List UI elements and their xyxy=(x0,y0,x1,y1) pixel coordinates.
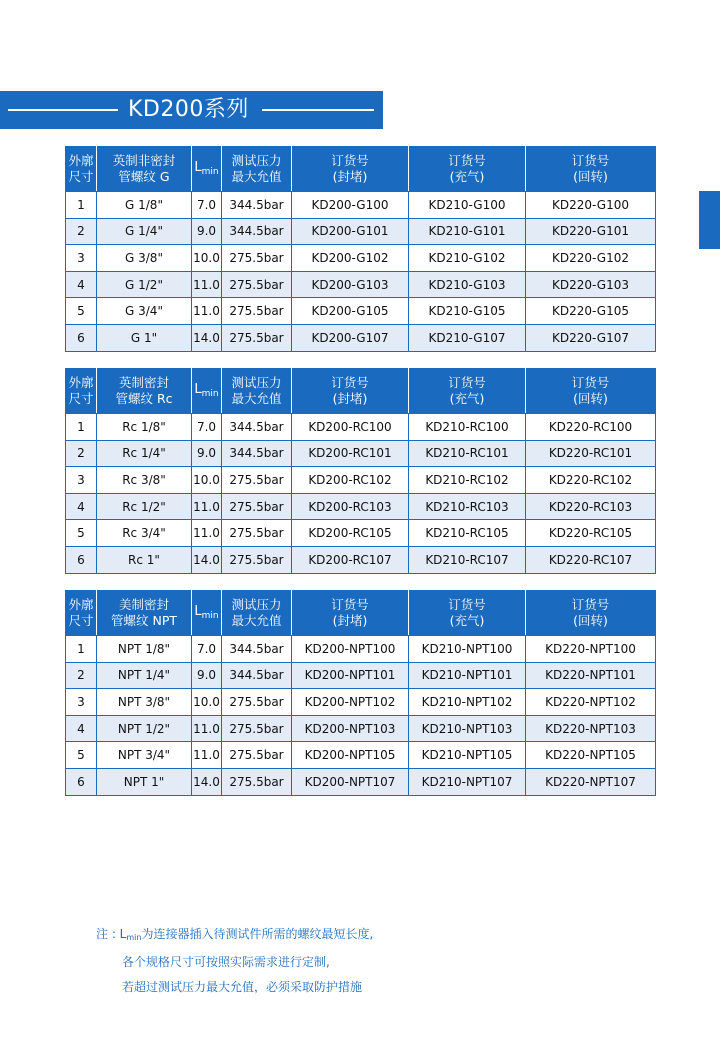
order-charge-cell: KD210-G101 xyxy=(409,218,526,245)
header-order-charge-line: 订货号 xyxy=(448,375,486,390)
thread-spec-cell: G 1" xyxy=(97,324,192,351)
header-thread xyxy=(97,591,192,636)
order-return-cell: KD220-NPT107 xyxy=(526,768,656,795)
lmin-value-cell: 7.0 xyxy=(192,192,222,219)
header-thread-line: 美制密封 xyxy=(118,597,169,612)
table-row xyxy=(66,662,656,689)
order-seal-cell: KD200-RC103 xyxy=(292,493,409,520)
row-size-cell: 4 xyxy=(66,715,97,742)
row-size-cell: 5 xyxy=(66,298,97,325)
header-pressure-line: 测试压力 xyxy=(231,153,282,168)
order-charge-cell: KD210-RC102 xyxy=(409,467,526,494)
order-seal-cell: KD200-NPT107 xyxy=(292,768,409,795)
max-pressure-cell: 275.5bar xyxy=(222,493,292,520)
row-size-cell: 4 xyxy=(66,271,97,298)
footnote-line-2: 各个规格尺寸可按照实际需求进行定制, xyxy=(122,955,330,969)
header-pressure-line: 最大允值 xyxy=(231,169,282,184)
header-size xyxy=(66,369,97,414)
lmin-value-cell: 9.0 xyxy=(192,440,222,467)
order-seal-cell: KD200-RC101 xyxy=(292,440,409,467)
header-order-charge-line: 订货号 xyxy=(448,153,486,168)
max-pressure-cell: 344.5bar xyxy=(222,662,292,689)
header-lmin-symbol: $L_{min}$ xyxy=(194,603,219,621)
order-charge-cell: KD210-NPT103 xyxy=(409,715,526,742)
order-charge-cell: KD210-NPT100 xyxy=(409,636,526,663)
table-row xyxy=(66,467,656,494)
header-row xyxy=(66,369,656,414)
row-size-cell: 2 xyxy=(66,662,97,689)
max-pressure-cell: 344.5bar xyxy=(222,440,292,467)
row-size-cell: 3 xyxy=(66,245,97,272)
order-seal-cell: KD200-G107 xyxy=(292,324,409,351)
header-order-return-line: 订货号 xyxy=(571,597,610,612)
order-seal-cell: KD200-NPT102 xyxy=(292,689,409,716)
header-pressure xyxy=(222,147,292,192)
lmin-value-cell: 10.0 xyxy=(192,245,222,272)
max-pressure-cell: 275.5bar xyxy=(222,546,292,573)
table-row xyxy=(66,768,656,795)
table-row xyxy=(66,245,656,272)
header-order-seal-line: 订货号 xyxy=(331,153,369,168)
max-pressure-cell: 344.5bar xyxy=(222,414,292,441)
order-seal-cell: KD200-G105 xyxy=(292,298,409,325)
lmin-value-cell: 10.0 xyxy=(192,467,222,494)
order-charge-cell: KD210-NPT101 xyxy=(409,662,526,689)
header-order-return xyxy=(526,369,656,414)
lmin-value-cell: 11.0 xyxy=(192,742,222,769)
thread-spec-cell: G 3/8" xyxy=(97,245,192,272)
order-return-cell: KD220-RC107 xyxy=(526,546,656,573)
header-lmin-subscript: min xyxy=(201,388,219,399)
footnote xyxy=(96,922,373,1000)
lmin-value-cell: 14.0 xyxy=(192,768,222,795)
order-return-cell: KD220-G105 xyxy=(526,298,656,325)
header-order-return xyxy=(526,147,656,192)
thread-spec-cell: NPT 1/4" xyxy=(97,662,192,689)
lmin-value-cell: 9.0 xyxy=(192,662,222,689)
max-pressure-cell: 275.5bar xyxy=(222,467,292,494)
order-seal-cell: KD200-NPT101 xyxy=(292,662,409,689)
thread-spec-cell: NPT 1/8" xyxy=(97,636,192,663)
row-size-cell: 5 xyxy=(66,520,97,547)
thread-spec-cell: Rc 1/4" xyxy=(97,440,192,467)
header-lmin-symbol: $L_{min}$ xyxy=(194,159,219,177)
header-order-charge xyxy=(409,591,526,636)
order-seal-cell: KD200-G100 xyxy=(292,192,409,219)
order-return-cell: KD220-G101 xyxy=(526,218,656,245)
header-order-return-line: (回转) xyxy=(573,613,608,628)
table-row xyxy=(66,324,656,351)
header-order-charge-line: (充气) xyxy=(449,391,485,406)
header-order-seal xyxy=(292,147,409,192)
max-pressure-cell: 275.5bar xyxy=(222,768,292,795)
header-pressure-line: 测试压力 xyxy=(231,375,282,390)
thread-spec-cell: G 1/2" xyxy=(97,271,192,298)
lmin-value-cell: 11.0 xyxy=(192,493,222,520)
row-size-cell: 1 xyxy=(66,192,97,219)
header-size-line: 尺寸 xyxy=(68,613,94,628)
header-lmin-symbol: $L_{min}$ xyxy=(194,381,219,399)
order-return-cell: KD220-G100 xyxy=(526,192,656,219)
table-row xyxy=(66,689,656,716)
order-return-cell: KD220-G102 xyxy=(526,245,656,272)
lmin-value-cell: 11.0 xyxy=(192,271,222,298)
order-charge-cell: KD210-RC103 xyxy=(409,493,526,520)
title-right-rule xyxy=(262,109,374,111)
thread-spec-cell: Rc 3/8" xyxy=(97,467,192,494)
side-page-tab xyxy=(699,191,720,249)
row-size-cell: 4 xyxy=(66,493,97,520)
order-charge-cell: KD210-NPT107 xyxy=(409,768,526,795)
table-row xyxy=(66,414,656,441)
order-return-cell: KD220-NPT103 xyxy=(526,715,656,742)
header-lmin xyxy=(192,591,222,636)
header-lmin-subscript: min xyxy=(201,166,219,177)
order-return-cell: KD220-NPT102 xyxy=(526,689,656,716)
spec-table-rc xyxy=(65,368,656,574)
header-order-return xyxy=(526,591,656,636)
header-row xyxy=(66,591,656,636)
header-order-seal-line: (封堵) xyxy=(332,613,368,628)
footnote-line-1: 注 : $L_{min}$为连接器插入待测试件所需的螺纹最短长度, xyxy=(96,927,374,942)
thread-spec-cell: Rc 1/8" xyxy=(97,414,192,441)
table-row xyxy=(66,636,656,663)
max-pressure-cell: 275.5bar xyxy=(222,742,292,769)
row-size-cell: 1 xyxy=(66,636,97,663)
header-order-return-line: 订货号 xyxy=(571,375,610,390)
header-order-seal xyxy=(292,369,409,414)
max-pressure-cell: 344.5bar xyxy=(222,192,292,219)
thread-spec-cell: NPT 1" xyxy=(97,768,192,795)
order-return-cell: KD220-RC102 xyxy=(526,467,656,494)
order-charge-cell: KD210-G100 xyxy=(409,192,526,219)
thread-spec-cell: G 1/4" xyxy=(97,218,192,245)
max-pressure-cell: 275.5bar xyxy=(222,689,292,716)
max-pressure-cell: 275.5bar xyxy=(222,271,292,298)
header-order-return-line: (回转) xyxy=(573,169,608,184)
header-order-charge-line: 订货号 xyxy=(448,597,486,612)
order-charge-cell: KD210-RC101 xyxy=(409,440,526,467)
header-size-line: 尺寸 xyxy=(68,169,94,184)
lmin-value-cell: 14.0 xyxy=(192,546,222,573)
header-pressure-line: 最大允值 xyxy=(231,613,282,628)
header-row xyxy=(66,147,656,192)
order-seal-cell: KD200-G103 xyxy=(292,271,409,298)
order-seal-cell: KD200-RC102 xyxy=(292,467,409,494)
spec-table-npt xyxy=(65,590,656,796)
header-order-return-line: (回转) xyxy=(573,391,608,406)
order-charge-cell: KD210-RC100 xyxy=(409,414,526,441)
section-title-bar xyxy=(0,91,383,129)
header-lmin-subscript: min xyxy=(201,610,219,621)
row-size-cell: 6 xyxy=(66,768,97,795)
header-order-charge xyxy=(409,147,526,192)
table-row xyxy=(66,715,656,742)
header-pressure-line: 测试压力 xyxy=(231,597,282,612)
order-return-cell: KD220-G103 xyxy=(526,271,656,298)
lmin-value-cell: 7.0 xyxy=(192,414,222,441)
max-pressure-cell: 344.5bar xyxy=(222,218,292,245)
order-return-cell: KD220-RC105 xyxy=(526,520,656,547)
order-charge-cell: KD210-NPT105 xyxy=(409,742,526,769)
row-size-cell: 2 xyxy=(66,440,97,467)
header-order-charge-line: (充气) xyxy=(449,613,485,628)
order-seal-cell: KD200-NPT100 xyxy=(292,636,409,663)
order-charge-cell: KD210-G105 xyxy=(409,298,526,325)
order-return-cell: KD220-RC101 xyxy=(526,440,656,467)
header-thread xyxy=(97,369,192,414)
header-thread-line: 英制密封 xyxy=(118,375,169,390)
table-row xyxy=(66,218,656,245)
table-row xyxy=(66,440,656,467)
order-seal-cell: KD200-NPT103 xyxy=(292,715,409,742)
thread-spec-cell: G 3/4" xyxy=(97,298,192,325)
thread-spec-cell: Rc 1" xyxy=(97,546,192,573)
header-order-seal-line: (封堵) xyxy=(332,391,368,406)
lmin-value-cell: 11.0 xyxy=(192,715,222,742)
header-thread-line: 管螺纹 G xyxy=(118,169,170,184)
header-thread xyxy=(97,147,192,192)
header-thread-line: 英制非密封 xyxy=(112,153,176,168)
lmin-value-cell: 9.0 xyxy=(192,218,222,245)
header-size-line: 外廓 xyxy=(68,597,94,612)
order-return-cell: KD220-RC103 xyxy=(526,493,656,520)
lmin-value-cell: 14.0 xyxy=(192,324,222,351)
section-title: KD200系列 xyxy=(128,97,249,122)
row-size-cell: 6 xyxy=(66,546,97,573)
header-size-line: 外廓 xyxy=(68,375,94,390)
thread-spec-cell: Rc 3/4" xyxy=(97,520,192,547)
row-size-cell: 1 xyxy=(66,414,97,441)
header-size-line: 尺寸 xyxy=(68,391,94,406)
lmin-value-cell: 10.0 xyxy=(192,689,222,716)
row-size-cell: 6 xyxy=(66,324,97,351)
max-pressure-cell: 275.5bar xyxy=(222,520,292,547)
order-seal-cell: KD200-RC105 xyxy=(292,520,409,547)
title-left-rule xyxy=(8,109,118,111)
max-pressure-cell: 275.5bar xyxy=(222,298,292,325)
lmin-value-cell: 11.0 xyxy=(192,520,222,547)
header-order-charge xyxy=(409,369,526,414)
order-charge-cell: KD210-NPT102 xyxy=(409,689,526,716)
table-row xyxy=(66,742,656,769)
max-pressure-cell: 275.5bar xyxy=(222,324,292,351)
header-pressure-line: 最大允值 xyxy=(231,391,282,406)
table-row xyxy=(66,298,656,325)
row-size-cell: 3 xyxy=(66,689,97,716)
header-thread-line: 管螺纹 NPT xyxy=(111,613,177,628)
order-return-cell: KD220-RC100 xyxy=(526,414,656,441)
max-pressure-cell: 275.5bar xyxy=(222,245,292,272)
order-seal-cell: KD200-G101 xyxy=(292,218,409,245)
order-return-cell: KD220-NPT100 xyxy=(526,636,656,663)
header-pressure xyxy=(222,591,292,636)
header-lmin xyxy=(192,369,222,414)
order-charge-cell: KD210-G107 xyxy=(409,324,526,351)
thread-spec-cell: NPT 3/4" xyxy=(97,742,192,769)
thread-spec-cell: NPT 1/2" xyxy=(97,715,192,742)
order-seal-cell: KD200-RC100 xyxy=(292,414,409,441)
thread-spec-cell: Rc 1/2" xyxy=(97,493,192,520)
order-return-cell: KD220-NPT105 xyxy=(526,742,656,769)
order-return-cell: KD220-NPT101 xyxy=(526,662,656,689)
header-size xyxy=(66,591,97,636)
order-seal-cell: KD200-NPT105 xyxy=(292,742,409,769)
order-seal-cell: KD200-RC107 xyxy=(292,546,409,573)
header-order-seal-line: (封堵) xyxy=(332,169,368,184)
table-row xyxy=(66,192,656,219)
header-lmin xyxy=(192,147,222,192)
lmin-value-cell: 11.0 xyxy=(192,298,222,325)
table-row xyxy=(66,546,656,573)
header-order-seal xyxy=(292,591,409,636)
header-order-seal-line: 订货号 xyxy=(331,597,369,612)
max-pressure-cell: 344.5bar xyxy=(222,636,292,663)
order-charge-cell: KD210-G103 xyxy=(409,271,526,298)
spec-table-g xyxy=(65,146,656,352)
header-order-seal-line: 订货号 xyxy=(331,375,369,390)
order-charge-cell: KD210-G102 xyxy=(409,245,526,272)
table-row xyxy=(66,271,656,298)
order-return-cell: KD220-G107 xyxy=(526,324,656,351)
order-charge-cell: KD210-RC105 xyxy=(409,520,526,547)
max-pressure-cell: 275.5bar xyxy=(222,715,292,742)
order-charge-cell: KD210-RC107 xyxy=(409,546,526,573)
header-thread-line: 管螺纹 Rc xyxy=(115,391,173,406)
thread-spec-cell: NPT 3/8" xyxy=(97,689,192,716)
footnote-line-3: 若超过测试压力最大允值，必须采取防护措施 xyxy=(122,980,363,994)
table-row xyxy=(66,493,656,520)
header-order-return-line: 订货号 xyxy=(571,153,610,168)
table-row xyxy=(66,520,656,547)
lmin-value-cell: 7.0 xyxy=(192,636,222,663)
header-pressure xyxy=(222,369,292,414)
row-size-cell: 3 xyxy=(66,467,97,494)
header-order-charge-line: (充气) xyxy=(449,169,485,184)
order-seal-cell: KD200-G102 xyxy=(292,245,409,272)
header-size-line: 外廓 xyxy=(68,153,94,168)
row-size-cell: 2 xyxy=(66,218,97,245)
row-size-cell: 5 xyxy=(66,742,97,769)
thread-spec-cell: G 1/8" xyxy=(97,192,192,219)
header-size xyxy=(66,147,97,192)
